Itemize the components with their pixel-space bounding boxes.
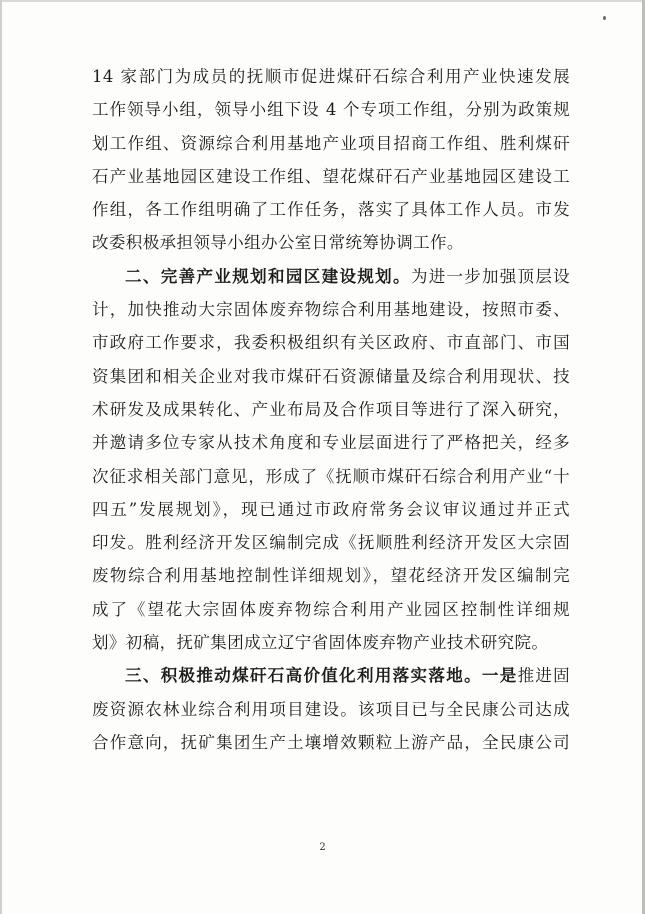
- text-line: 改委积极承担领导小组办公室日常统筹协调工作。: [92, 233, 464, 253]
- text-line: 合作意向，抚矿集团生产土壤增效颗粒上游产品，全民康公司: [92, 732, 570, 752]
- section-two: [92, 260, 570, 660]
- text-span: 为进一步加强顶层设: [410, 266, 570, 286]
- section-three-first-line: [92, 659, 570, 692]
- section-three-heading: 三、积极推动煤矸石高价值化利用落实落地。: [125, 666, 482, 686]
- page-number: 2: [319, 842, 326, 853]
- text-span: 推进固: [517, 666, 570, 686]
- text-line: 次征求相关部门意见，形成了《抚顺市煤矸石综合利用产业“十: [92, 466, 570, 486]
- text-line: 印发。胜利经济开发区编制完成《抚顺胜利经济开发区大宗固: [92, 533, 570, 553]
- text-line: 划工作组、资源综合利用基地产业项目招商工作组、胜利煤矸: [92, 133, 570, 153]
- scan-edge-top: [0, 0, 645, 2]
- document-body: [92, 60, 570, 759]
- scan-edge-left: [0, 0, 2, 914]
- text-line: 并邀请多位专家从技术角度和专业层面进行了严格把关，经多: [92, 433, 570, 453]
- text-line: 废物综合利用基地控制性详细规划》，望花经济开发区编制完: [92, 566, 570, 586]
- section-two-heading: 二、完善产业规划和园区建设规划。: [125, 266, 411, 286]
- text-line: 成了《望花大宗固体废弃物综合利用产业园区控制性详细规: [92, 599, 570, 619]
- text-line: 作组，各工作组明确了工作任务，落实了具体工作人员。市发: [92, 200, 570, 220]
- text-line: 资集团和相关企业对我市煤矸石资源储量及综合利用现状、技: [92, 366, 570, 386]
- text-line: 工作领导小组，领导小组下设 4 个专项工作组，分别为政策规: [92, 100, 570, 120]
- text-line: 计，加快推动大宗固体废弃物综合利用基地建设，按照市委、: [92, 300, 570, 320]
- scan-speck: [603, 16, 606, 20]
- text-line: 市政府工作要求，我委积极组织有关区政府、市直部门、市国: [92, 333, 570, 353]
- text-line: 四五”发展规划》，现已通过市政府常务会议审议通过并正式: [92, 499, 570, 519]
- text-line: 术研发及成果转化、产业布局及合作项目等进行了深入研究，: [92, 399, 570, 419]
- text-line: 划》初稿，抚矿集团成立辽宁省固体废弃物产业技术研究院。: [92, 633, 549, 653]
- text-line: 废资源农林业综合利用项目建设。该项目已与全民康公司达成: [92, 699, 570, 719]
- section-three: [92, 659, 570, 759]
- section-three-subheading: 一是: [481, 666, 518, 686]
- section-two-first-line: [92, 260, 570, 293]
- text-line: 石产业基地园区建设工作组、望花煤矸石产业基地园区建设工: [92, 166, 570, 186]
- text-line: 14 家部门为成员的抚顺市促进煤矸石综合利用产业快速发展: [92, 67, 570, 86]
- paragraph-continuation: [92, 60, 570, 260]
